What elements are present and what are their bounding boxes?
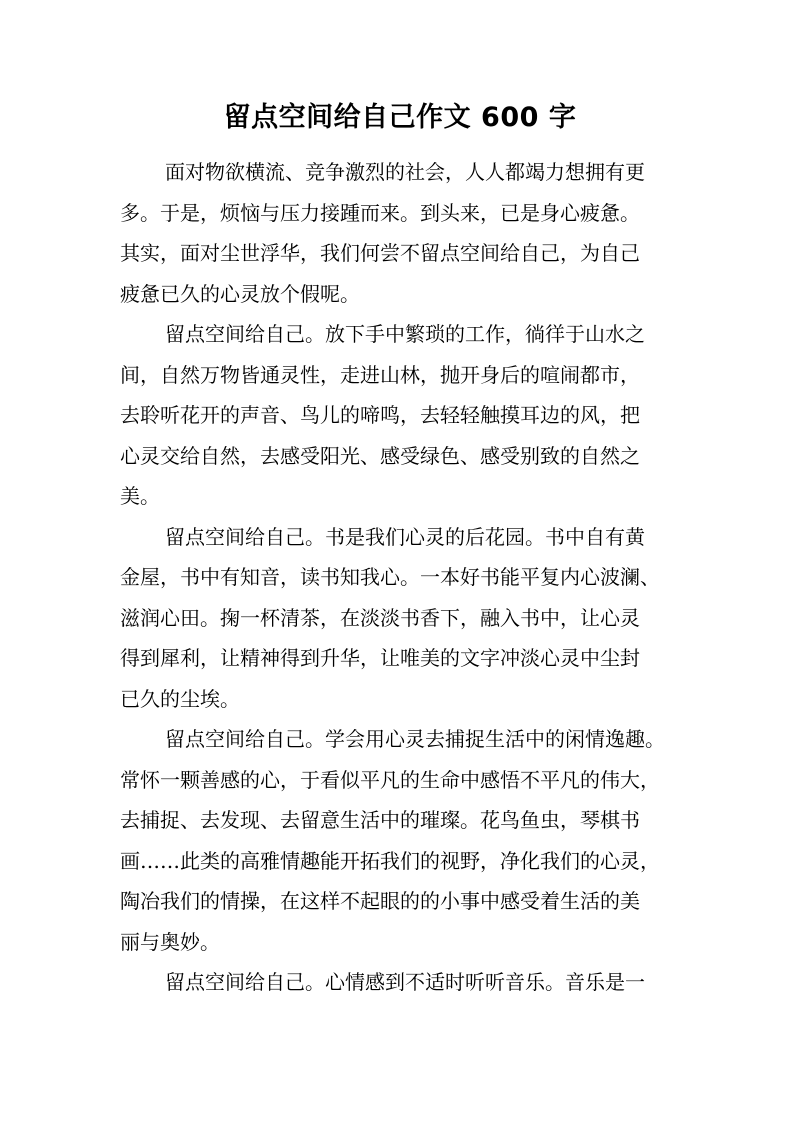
paragraph-line: 间，自然万物皆通灵性，走进山林，抛开身后的喧闹都市，	[120, 362, 640, 387]
paragraph-line: 滋润心田。掬一杯清茶，在淡淡书香下，融入书中，让心灵	[120, 605, 640, 630]
paragraph-line: 画……此类的高雅情趣能开拓我们的视野，净化我们的心灵，	[120, 848, 660, 873]
paragraph-line: 金屋，书中有知音，读书知我心。一本好书能平复内心波澜、	[120, 565, 660, 589]
paragraph	[120, 152, 690, 314]
paragraph-line: 常怀一颗善感的心，于看似平凡的生命中感悟不平凡的伟大，	[120, 767, 660, 792]
paragraph-line: 美。	[120, 484, 160, 508]
paragraph	[120, 962, 690, 1003]
paragraph-line: 陶冶我们的情操，在这样不起眼的的小事中感受着生活的美	[120, 889, 640, 913]
paragraph	[120, 517, 690, 720]
paragraph-line: 心灵交给自然，去感受阳光、感受绿色、感受别致的自然之	[120, 443, 640, 468]
paragraph-line: 其实，面对尘世浮华，我们何尝不留点空间给自己，为自己	[120, 241, 640, 265]
paragraph-line: 去聆听花开的声音、鸟儿的啼鸣，去轻轻触摸耳边的风，把	[120, 403, 640, 427]
paragraph-line: 丽与奥妙。	[120, 929, 220, 954]
document-body	[120, 152, 690, 1003]
paragraph	[120, 719, 690, 962]
paragraph-line: 留点空间给自己。书是我们心灵的后花园。书中自有黄	[165, 524, 645, 549]
paragraph-line: 留点空间给自己。学会用心灵去捕捉生活中的闲情逸趣。	[165, 727, 665, 751]
paragraph-line: 留点空间给自己。心情感到不适时听听音乐。音乐是一	[165, 970, 645, 994]
paragraph-line: 疲惫已久的心灵放个假呢。	[120, 281, 360, 306]
paragraph-line: 留点空间给自己。放下手中繁琐的工作，徜徉于山水之	[165, 322, 645, 346]
paragraph-line: 去捕捉、去发现、去留意生活中的璀璨。花鸟鱼虫，琴棋书	[120, 808, 640, 832]
paragraph-line: 已久的尘埃。	[120, 686, 240, 711]
paragraph	[120, 314, 690, 517]
paragraph-line: 面对物欲横流、竞争激烈的社会，人人都竭力想拥有更	[165, 160, 645, 184]
paragraph-line: 得到犀利，让精神得到升华，让唯美的文字冲淡心灵中尘封	[120, 646, 640, 670]
paragraph-line: 多。于是，烦恼与压力接踵而来。到头来，已是身心疲惫。	[120, 200, 640, 225]
document-title: 留点空间给自己作文 600 字	[223, 102, 577, 133]
